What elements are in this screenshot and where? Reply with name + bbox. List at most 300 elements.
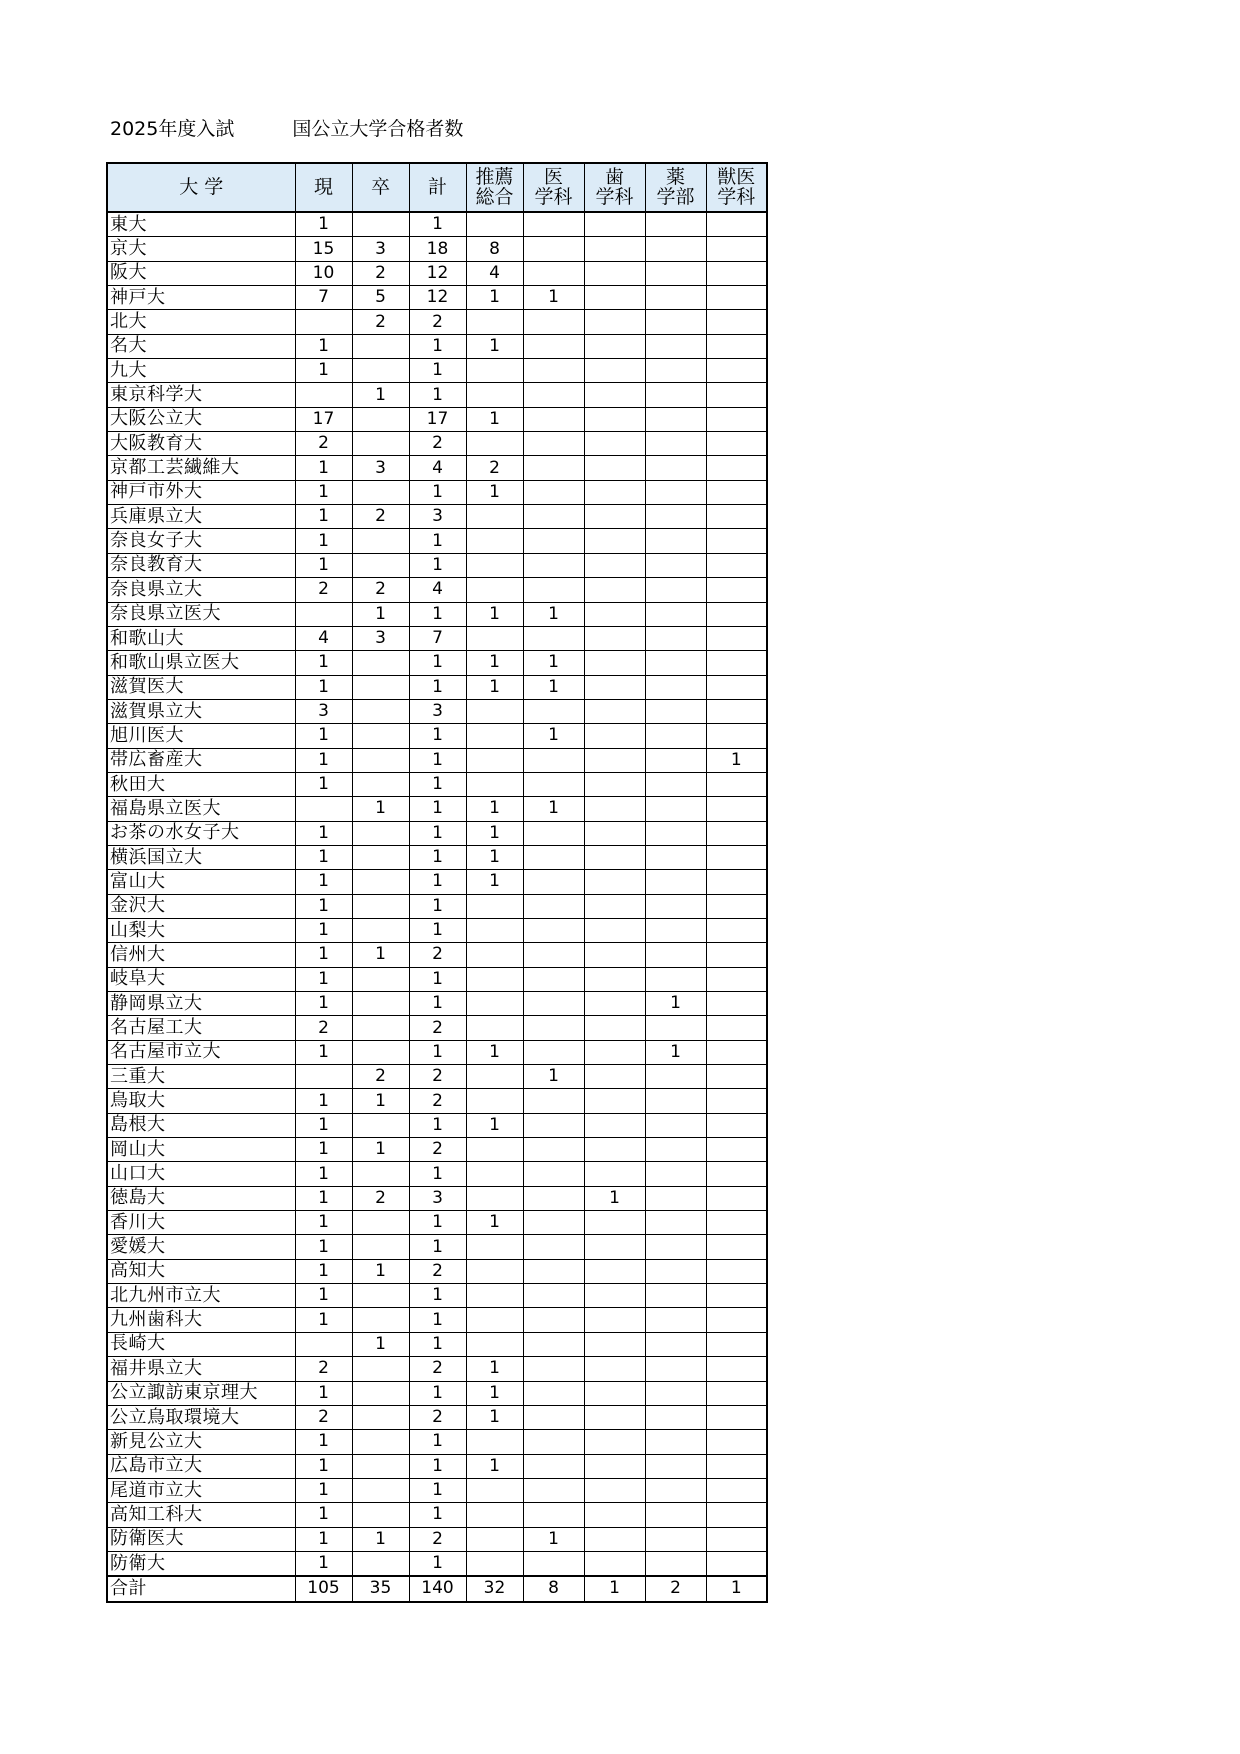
recommend-cell: 1 — [466, 797, 523, 821]
table-row — [107, 432, 767, 456]
pharmacy-cell — [645, 1405, 706, 1429]
current-cell: 1 — [295, 359, 352, 383]
recommend-cell — [466, 748, 523, 772]
pharmacy-cell — [645, 699, 706, 723]
pharmacy-cell — [645, 1503, 706, 1527]
dental-cell — [584, 675, 645, 699]
current-cell — [295, 1065, 352, 1089]
medical-cell — [523, 1308, 584, 1332]
recommend-cell — [466, 967, 523, 991]
table-row — [107, 212, 767, 237]
total-cell: 1 — [409, 553, 466, 577]
total-cell: 1 — [409, 383, 466, 407]
current-cell: 1 — [295, 1235, 352, 1259]
dental-cell — [584, 626, 645, 650]
pharmacy-cell — [645, 918, 706, 942]
medical-cell — [523, 748, 584, 772]
pharmacy-cell — [645, 651, 706, 675]
pharmacy-cell — [645, 602, 706, 626]
university-cell: 北九州市立大 — [107, 1284, 295, 1308]
graduate-cell — [352, 1235, 409, 1259]
medical-cell — [523, 1478, 584, 1502]
graduate-cell — [352, 1454, 409, 1478]
graduate-cell — [352, 529, 409, 553]
veterinary-cell — [706, 1065, 767, 1089]
veterinary-cell — [706, 992, 767, 1016]
recommend-cell — [466, 1065, 523, 1089]
university-cell: 神戸大 — [107, 286, 295, 310]
graduate-cell: 1 — [352, 1089, 409, 1113]
medical-cell — [523, 456, 584, 480]
dental-cell — [584, 553, 645, 577]
table-row — [107, 748, 767, 772]
pharmacy-cell — [645, 675, 706, 699]
medical-cell: 1 — [523, 286, 584, 310]
dental-cell — [584, 1065, 645, 1089]
total-cell: 1 — [409, 870, 466, 894]
university-cell: 大阪公立大 — [107, 407, 295, 431]
graduate-cell — [352, 1405, 409, 1429]
total-cell: 1 — [409, 1551, 466, 1576]
current-cell: 1 — [295, 1527, 352, 1551]
total-cell: 2 — [409, 432, 466, 456]
table-row — [107, 1357, 767, 1381]
recommend-cell: 1 — [466, 675, 523, 699]
veterinary-cell — [706, 1405, 767, 1429]
table-row — [107, 407, 767, 431]
recommend-cell: 1 — [466, 1381, 523, 1405]
dental-cell — [584, 1332, 645, 1356]
col-total: 計 — [409, 163, 466, 212]
table-row — [107, 286, 767, 310]
recommend-cell — [466, 578, 523, 602]
graduate-cell: 3 — [352, 456, 409, 480]
table-row — [107, 1186, 767, 1210]
col-recommend: 推薦 総合 — [466, 163, 523, 212]
graduate-cell — [352, 334, 409, 358]
university-cell: 富山大 — [107, 870, 295, 894]
table-row — [107, 992, 767, 1016]
dental-cell — [584, 286, 645, 310]
veterinary-cell — [706, 432, 767, 456]
table-row — [107, 894, 767, 918]
dental-cell — [584, 772, 645, 796]
graduate-cell — [352, 699, 409, 723]
total-cell: 1 — [409, 1454, 466, 1478]
university-cell: 東大 — [107, 212, 295, 237]
dental-cell — [584, 578, 645, 602]
university-cell: 奈良県立大 — [107, 578, 295, 602]
veterinary-cell — [706, 1332, 767, 1356]
recommend-cell — [466, 1430, 523, 1454]
recommend-cell: 1 — [466, 1113, 523, 1137]
graduate-cell: 2 — [352, 261, 409, 285]
graduate-cell: 1 — [352, 1527, 409, 1551]
table-row — [107, 1211, 767, 1235]
col-university: 大 学 — [107, 163, 295, 212]
table-row — [107, 505, 767, 529]
total-cell: 2 — [409, 310, 466, 334]
total-cell: 12 — [409, 261, 466, 285]
university-cell: 帯広畜産大 — [107, 748, 295, 772]
graduate-cell — [352, 1016, 409, 1040]
graduate-cell — [352, 748, 409, 772]
pharmacy-cell — [645, 1308, 706, 1332]
medical-cell — [523, 821, 584, 845]
table-row — [107, 529, 767, 553]
pharmacy-cell — [645, 456, 706, 480]
dental-cell — [584, 943, 645, 967]
table-row — [107, 1527, 767, 1551]
recommend-cell: 1 — [466, 286, 523, 310]
dental-cell — [584, 1430, 645, 1454]
graduate-cell — [352, 553, 409, 577]
recommend-cell: 1 — [466, 651, 523, 675]
university-cell: 和歌山大 — [107, 626, 295, 650]
graduate-cell — [352, 1503, 409, 1527]
table-row — [107, 237, 767, 261]
pharmacy-cell — [645, 1357, 706, 1381]
table-row — [107, 359, 767, 383]
total-cell: 1 — [409, 1162, 466, 1186]
pharmacy-cell: 1 — [645, 1040, 706, 1064]
medical-cell — [523, 943, 584, 967]
table-row — [107, 1332, 767, 1356]
total-cell: 1 — [409, 359, 466, 383]
current-cell: 1 — [295, 1211, 352, 1235]
table-row — [107, 626, 767, 650]
graduate-cell — [352, 845, 409, 869]
veterinary-cell — [706, 651, 767, 675]
dental-cell — [584, 967, 645, 991]
medical-cell — [523, 212, 584, 237]
total-cell: 17 — [409, 407, 466, 431]
recommend-cell — [466, 699, 523, 723]
total-pharmacy-cell: 2 — [645, 1576, 706, 1601]
table-row — [107, 383, 767, 407]
recommend-cell — [466, 1503, 523, 1527]
university-cell: 金沢大 — [107, 894, 295, 918]
pharmacy-cell — [645, 1259, 706, 1283]
university-cell: 防衛大 — [107, 1551, 295, 1576]
recommend-cell: 1 — [466, 602, 523, 626]
dental-cell — [584, 1113, 645, 1137]
graduate-cell — [352, 1357, 409, 1381]
dental-cell — [584, 334, 645, 358]
veterinary-cell — [706, 1503, 767, 1527]
dental-cell — [584, 870, 645, 894]
pharmacy-cell — [645, 432, 706, 456]
current-cell: 1 — [295, 553, 352, 577]
current-cell: 1 — [295, 1430, 352, 1454]
medical-cell — [523, 894, 584, 918]
recommend-cell: 1 — [466, 821, 523, 845]
university-cell: 香川大 — [107, 1211, 295, 1235]
dental-cell — [584, 1235, 645, 1259]
table-row — [107, 1259, 767, 1283]
graduate-cell: 2 — [352, 1186, 409, 1210]
total-medical-cell: 8 — [523, 1576, 584, 1601]
medical-cell — [523, 918, 584, 942]
total-cell: 1 — [409, 797, 466, 821]
current-cell: 2 — [295, 1016, 352, 1040]
veterinary-cell — [706, 1454, 767, 1478]
dental-cell — [584, 261, 645, 285]
total-cell: 2 — [409, 1016, 466, 1040]
recommend-cell: 1 — [466, 845, 523, 869]
recommend-cell: 1 — [466, 480, 523, 504]
current-cell: 1 — [295, 651, 352, 675]
recommend-cell: 1 — [466, 870, 523, 894]
veterinary-cell — [706, 261, 767, 285]
veterinary-cell — [706, 967, 767, 991]
university-cell: 和歌山県立医大 — [107, 651, 295, 675]
current-cell — [295, 1332, 352, 1356]
graduate-cell — [352, 1308, 409, 1332]
university-cell: お茶の水女子大 — [107, 821, 295, 845]
veterinary-cell — [706, 1284, 767, 1308]
dental-cell — [584, 1308, 645, 1332]
total-dental-cell: 1 — [584, 1576, 645, 1601]
table-row — [107, 578, 767, 602]
medical-cell — [523, 1332, 584, 1356]
pharmacy-cell — [645, 1235, 706, 1259]
total-cell: 4 — [409, 456, 466, 480]
dental-cell: 1 — [584, 1186, 645, 1210]
university-cell: 九州歯科大 — [107, 1308, 295, 1332]
university-cell: 山梨大 — [107, 918, 295, 942]
veterinary-cell — [706, 553, 767, 577]
total-cell: 1 — [409, 1040, 466, 1064]
current-cell: 1 — [295, 821, 352, 845]
graduate-cell: 2 — [352, 505, 409, 529]
col-medical: 医 学科 — [523, 163, 584, 212]
total-cell: 1 — [409, 821, 466, 845]
graduate-cell: 1 — [352, 1332, 409, 1356]
total-total-cell: 140 — [409, 1576, 466, 1601]
current-cell: 2 — [295, 432, 352, 456]
pharmacy-cell — [645, 1527, 706, 1551]
table-row — [107, 651, 767, 675]
table-row — [107, 1503, 767, 1527]
current-cell: 1 — [295, 1284, 352, 1308]
dental-cell — [584, 1211, 645, 1235]
recommend-cell: 4 — [466, 261, 523, 285]
recommend-cell — [466, 529, 523, 553]
current-cell: 15 — [295, 237, 352, 261]
current-cell: 1 — [295, 1551, 352, 1576]
total-cell: 1 — [409, 1308, 466, 1332]
medical-cell — [523, 310, 584, 334]
pharmacy-cell — [645, 1284, 706, 1308]
pharmacy-cell — [645, 310, 706, 334]
veterinary-cell — [706, 529, 767, 553]
dental-cell — [584, 1527, 645, 1551]
total-cell: 1 — [409, 1381, 466, 1405]
table-row — [107, 1162, 767, 1186]
table-row — [107, 870, 767, 894]
veterinary-cell — [706, 675, 767, 699]
current-cell: 1 — [295, 992, 352, 1016]
pharmacy-cell — [645, 870, 706, 894]
total-cell: 2 — [409, 1138, 466, 1162]
graduate-cell — [352, 212, 409, 237]
current-cell: 1 — [295, 456, 352, 480]
medical-cell: 1 — [523, 651, 584, 675]
dental-cell — [584, 1040, 645, 1064]
dental-cell — [584, 894, 645, 918]
medical-cell — [523, 334, 584, 358]
recommend-cell — [466, 432, 523, 456]
dental-cell — [584, 992, 645, 1016]
current-cell: 1 — [295, 1454, 352, 1478]
col-pharmacy: 薬 学部 — [645, 163, 706, 212]
current-cell: 1 — [295, 334, 352, 358]
pharmacy-cell — [645, 943, 706, 967]
university-cell: 奈良教育大 — [107, 553, 295, 577]
graduate-cell: 1 — [352, 602, 409, 626]
medical-cell — [523, 1211, 584, 1235]
university-cell: 名古屋工大 — [107, 1016, 295, 1040]
table-row — [107, 1040, 767, 1064]
table-row — [107, 1405, 767, 1429]
total-cell: 1 — [409, 918, 466, 942]
recommend-cell — [466, 1478, 523, 1502]
recommend-cell — [466, 212, 523, 237]
medical-cell — [523, 432, 584, 456]
medical-cell — [523, 845, 584, 869]
veterinary-cell — [706, 797, 767, 821]
current-cell: 1 — [295, 675, 352, 699]
current-cell: 10 — [295, 261, 352, 285]
dental-cell — [584, 1478, 645, 1502]
medical-cell: 1 — [523, 1065, 584, 1089]
results-table — [106, 162, 768, 1603]
dental-cell — [584, 797, 645, 821]
graduate-cell: 1 — [352, 797, 409, 821]
current-cell: 4 — [295, 626, 352, 650]
table-row — [107, 772, 767, 796]
medical-cell — [523, 237, 584, 261]
veterinary-cell — [706, 845, 767, 869]
table-row — [107, 918, 767, 942]
dental-cell — [584, 383, 645, 407]
medical-cell: 1 — [523, 797, 584, 821]
graduate-cell: 1 — [352, 943, 409, 967]
university-cell: 岡山大 — [107, 1138, 295, 1162]
current-cell: 2 — [295, 1405, 352, 1429]
current-cell: 1 — [295, 967, 352, 991]
pharmacy-cell — [645, 1454, 706, 1478]
total-cell: 1 — [409, 1478, 466, 1502]
veterinary-cell — [706, 1235, 767, 1259]
dental-cell — [584, 237, 645, 261]
table-row — [107, 675, 767, 699]
medical-cell — [523, 772, 584, 796]
veterinary-cell — [706, 212, 767, 237]
recommend-cell — [466, 1235, 523, 1259]
dental-cell — [584, 1089, 645, 1113]
pharmacy-cell — [645, 261, 706, 285]
veterinary-cell — [706, 1259, 767, 1283]
table-row — [107, 1551, 767, 1576]
recommend-cell: 1 — [466, 1040, 523, 1064]
graduate-cell — [352, 432, 409, 456]
university-cell: 九大 — [107, 359, 295, 383]
dental-cell — [584, 821, 645, 845]
veterinary-cell — [706, 1138, 767, 1162]
university-cell: 神戸市外大 — [107, 480, 295, 504]
dental-cell — [584, 310, 645, 334]
table-row — [107, 602, 767, 626]
graduate-cell — [352, 870, 409, 894]
table-row — [107, 1430, 767, 1454]
pharmacy-cell — [645, 1016, 706, 1040]
university-cell: 福島県立医大 — [107, 797, 295, 821]
university-cell: 尾道市立大 — [107, 1478, 295, 1502]
col-veterinary: 獣医 学科 — [706, 163, 767, 212]
dental-cell — [584, 918, 645, 942]
dental-cell — [584, 1138, 645, 1162]
medical-cell — [523, 1235, 584, 1259]
dental-cell — [584, 480, 645, 504]
pharmacy-cell — [645, 1381, 706, 1405]
total-cell: 1 — [409, 675, 466, 699]
current-cell: 2 — [295, 1357, 352, 1381]
recommend-cell — [466, 772, 523, 796]
current-cell: 1 — [295, 505, 352, 529]
dental-cell — [584, 1016, 645, 1040]
medical-cell — [523, 1040, 584, 1064]
dental-cell — [584, 748, 645, 772]
pharmacy-cell — [645, 894, 706, 918]
recommend-cell: 1 — [466, 407, 523, 431]
pharmacy-cell — [645, 845, 706, 869]
university-cell: 静岡県立大 — [107, 992, 295, 1016]
graduate-cell: 2 — [352, 310, 409, 334]
pharmacy-cell — [645, 407, 706, 431]
table-row — [107, 480, 767, 504]
medical-cell — [523, 1381, 584, 1405]
current-cell — [295, 310, 352, 334]
graduate-cell — [352, 772, 409, 796]
veterinary-cell — [706, 1551, 767, 1576]
pharmacy-cell — [645, 1551, 706, 1576]
medical-cell — [523, 1284, 584, 1308]
veterinary-cell — [706, 1211, 767, 1235]
medical-cell — [523, 261, 584, 285]
university-cell: 公立諏訪東京理大 — [107, 1381, 295, 1405]
veterinary-cell — [706, 505, 767, 529]
graduate-cell: 1 — [352, 383, 409, 407]
recommend-cell — [466, 383, 523, 407]
total-cell: 1 — [409, 992, 466, 1016]
pharmacy-cell — [645, 1162, 706, 1186]
medical-cell — [523, 699, 584, 723]
university-cell: 京都工芸繊維大 — [107, 456, 295, 480]
graduate-cell — [352, 675, 409, 699]
total-cell: 2 — [409, 1065, 466, 1089]
recommend-cell — [466, 1551, 523, 1576]
total-cell: 2 — [409, 943, 466, 967]
medical-cell — [523, 1162, 584, 1186]
graduate-cell — [352, 480, 409, 504]
current-cell: 1 — [295, 748, 352, 772]
graduate-cell: 2 — [352, 578, 409, 602]
table-row — [107, 310, 767, 334]
table-row — [107, 845, 767, 869]
recommend-cell — [466, 359, 523, 383]
